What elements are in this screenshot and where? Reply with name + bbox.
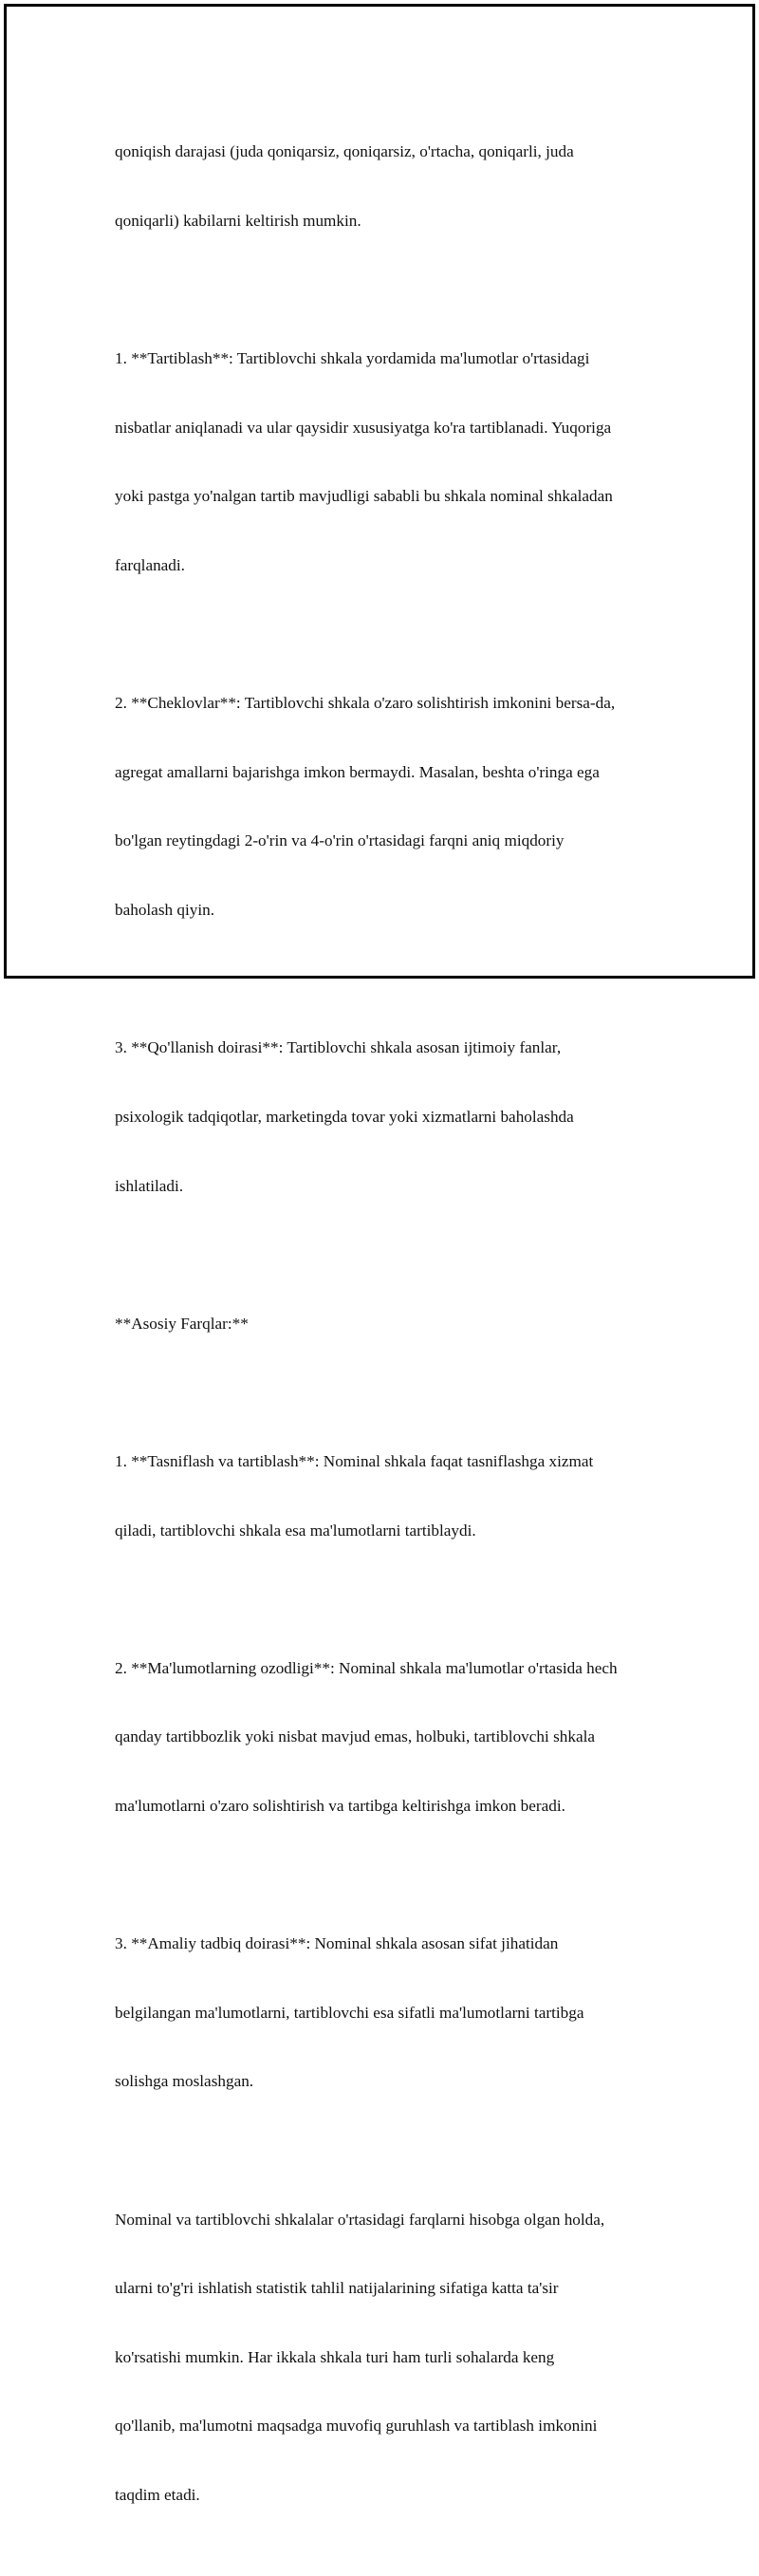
paragraph-tartiblash (115, 302, 675, 624)
text-line: Nominal va tartiblovchi shkalalar o'rtasidagi farqlarni hisobga olgan holda, (115, 2210, 605, 2229)
text-line: qoniqarli) kabilarni keltirish mumkin. (115, 212, 361, 231)
text-line: qanday tartibbozlik yoki nisbat mavjud emas, holbuki, tartiblovchi shkala (115, 1727, 595, 1746)
paragraph-tasniflash (115, 1405, 675, 1589)
text-line: farqlanadi. (115, 556, 185, 575)
text-line: ma'lumotlarni o'zaro solishtirish va tartibga keltirishga imkon beradi. (115, 1796, 565, 1815)
text-line: ularni to'g'ri ishlatish statistik tahlil natijalarining sifatiga katta ta'sir (115, 2279, 559, 2298)
text-line: ko'rsatishi mumkin. Har ikkala shkala turi ham turli sohalarda keng (115, 2347, 555, 2366)
paragraph-ozodligi (115, 1611, 675, 1863)
text-line: 1. **Tasniflash va tartiblash**: Nominal shkala faqat tasniflashga xizmat (115, 1451, 594, 1470)
text-line: psixologik tadqiqotlar, marketingda tovar yoki xizmatlarni baholashda (115, 1107, 574, 1126)
text-line: nisbatlar aniqlanadi va ular qaysidir xususiyatga ko'ra tartiblanadi. Yuqoriga (115, 418, 612, 437)
text-line: 2. **Ma'lumotlarning ozodligi**: Nominal shkala ma'lumotlar o'rtasida hech (115, 1658, 618, 1677)
text-line: qoniqish darajasi (juda qoniqarsiz, qoniqarsiz, o'rtacha, qoniqarli, juda (115, 142, 574, 161)
text-line: solishga moslashgan. (115, 2072, 254, 2091)
text-line: baholash qiyin. (115, 901, 215, 920)
paragraph-amaliy-tadbiq (115, 1887, 675, 2139)
text-line: ishlatiladi. (115, 1176, 184, 1195)
page-frame (4, 4, 755, 2504)
section-heading-asosiy-farqlar (115, 1266, 675, 1381)
text-line: 1. **Tartiblash**: Tartiblovchi shkala yordamida ma'lumotlar o'rtasidagi (115, 349, 590, 368)
text-line: belgilangan ma'lumotlarni, tartiblovchi esa sifatli ma'lumotlarni tartibga (115, 2003, 584, 2022)
paragraph-cheklovlar (115, 646, 675, 968)
paragraph-conclusion (115, 2162, 675, 2552)
text-line: yoki pastga yo'nalgan tartib mavjudligi sababli bu shkala nominal shkaladan (115, 487, 613, 506)
paragraph-intro-continuation (115, 95, 675, 279)
text-line: 2. **Cheklovlar**: Tartiblovchi shkala o'zaro solishtirish imkonini bersa-da, (115, 694, 616, 713)
text-line: qo'llanib, ma'lumotni maqsadga muvofiq guruhlash va tartiblash imkonini (115, 2417, 598, 2436)
text-line: 3. **Amaliy tadbiq doirasi**: Nominal shkala asosan sifat jihatidan (115, 1934, 559, 1953)
paragraph-qollanish-doirasi (115, 991, 675, 1243)
text-line: agregat amallarni bajarishga imkon bermaydi. Masalan, beshta o'ringa ega (115, 762, 600, 781)
text-line: qiladi, tartiblovchi shkala esa ma'lumotlarni tartiblaydi. (115, 1521, 476, 1540)
text-line: taqdim etadi. (115, 2486, 200, 2504)
text-line: **Asosiy Farqlar:** (115, 1314, 249, 1333)
text-line: 3. **Qo'llanish doirasi**: Tartiblovchi shkala asosan ijtimoiy fanlar, (115, 1038, 562, 1057)
document-body (115, 95, 675, 2576)
text-line: bo'lgan reytingdagi 2-o'rin va 4-o'rin o'rtasidagi farqni aniq miqdoriy (115, 831, 565, 850)
